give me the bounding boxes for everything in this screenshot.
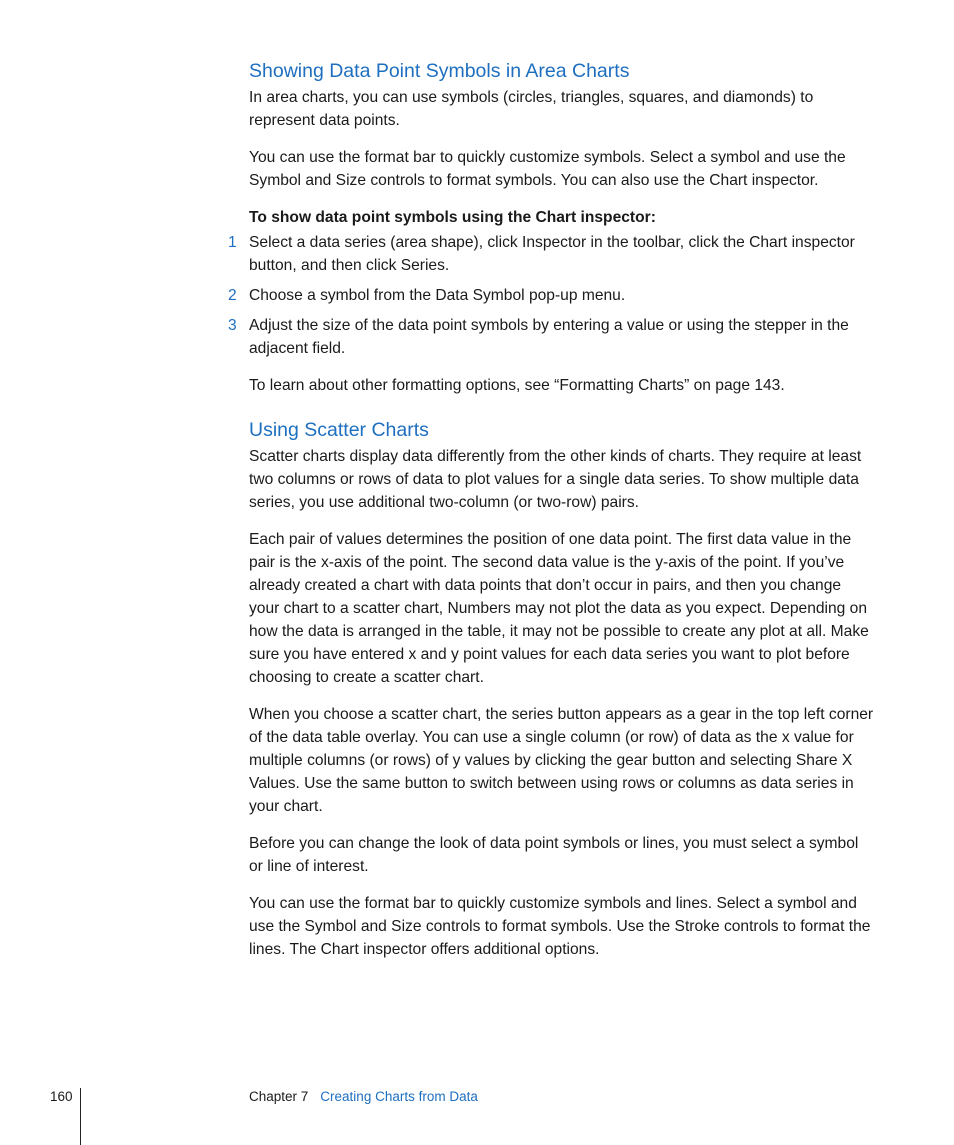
footer-chapter — [249, 1089, 478, 1105]
step-item — [228, 314, 874, 360]
step-number: 3 — [228, 317, 237, 334]
paragraph: You can use the format bar to quickly customize symbols. Select a symbol and use the Symbol and Size controls to format symbols. You can also use the Chart inspector. — [249, 149, 846, 189]
step-item — [228, 284, 874, 307]
paragraph: Scatter charts display data differently from the other kinds of charts. They require at least two columns or rows of data to plot values for a single data series. To show multiple data series, you use additional two-column (or two-row) pairs. — [249, 448, 862, 511]
paragraph: In area charts, you can use symbols (circles, triangles, squares, and diamonds) to represent data points. — [249, 89, 814, 129]
step-text: Adjust the size of the data point symbols by entering a value or using the stepper in the adjacent field. — [249, 317, 849, 357]
step-number: 2 — [228, 287, 237, 304]
page-content — [228, 56, 874, 975]
paragraph: You can use the format bar to quickly customize symbols and lines. Select a symbol and use the Symbol and Size controls to format symbols. Use the Stroke controls to format the lines. The Chart inspector offers additional options. — [249, 895, 871, 958]
step-text: Choose a symbol from the Data Symbol pop-up menu. — [249, 287, 626, 304]
page-number: 160 — [50, 1089, 73, 1104]
footer-divider — [80, 1088, 81, 1145]
steps-list — [228, 231, 874, 360]
step-item — [228, 231, 874, 277]
section-heading-scatter-charts: Using Scatter Charts — [249, 419, 429, 441]
step-number: 1 — [228, 234, 237, 251]
paragraph: To learn about other formatting options, see “Formatting Charts” on page 143. — [249, 377, 785, 394]
section-heading-area-symbols: Showing Data Point Symbols in Area Charts — [249, 60, 630, 82]
paragraph: When you choose a scatter chart, the series button appears as a gear in the top left corner of the data table overlay. You can use a single column (or row) of data as the x value for multiple columns (or rows) of y values by clicking the gear button and selecting Share X Values. Use the same button to switch between using rows or columns as data series in your chart. — [249, 706, 874, 815]
chapter-label: Chapter 7 — [249, 1089, 309, 1104]
step-text: Select a data series (area shape), click Inspector in the toolbar, click the Chart inspector button, and then click Series. — [249, 234, 855, 274]
task-heading: To show data point symbols using the Chart inspector: — [249, 209, 656, 226]
paragraph: Each pair of values determines the position of one data point. The first data value in the pair is the x-axis of the point. The second data value is the y-axis of the point. If you’ve already created a chart with data points that don’t occur in pairs, and then you change your chart to a scatter chart, Numbers may not plot the data as you expect. Depending on how the data is arranged in the table, it may not be possible to create any plot at all. Make sure you have entered x and y point values for each data series you want to plot before choosing to create a scatter chart. — [249, 531, 869, 686]
paragraph: Before you can change the look of data point symbols or lines, you must select a symbol or line of interest. — [249, 835, 859, 875]
chapter-title-link[interactable]: Creating Charts from Data — [320, 1089, 478, 1104]
